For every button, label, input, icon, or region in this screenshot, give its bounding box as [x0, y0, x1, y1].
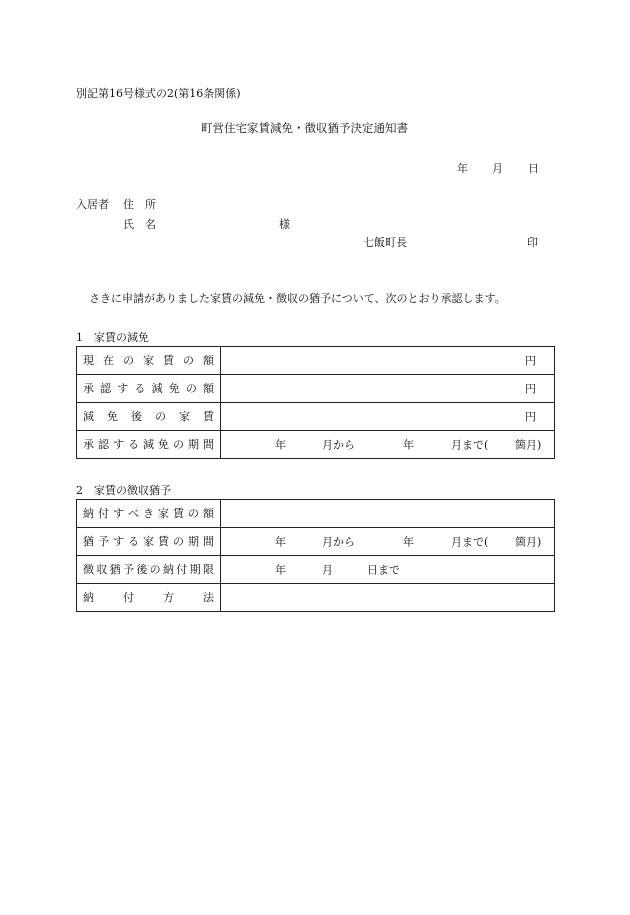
- period-year-from: 年: [275, 535, 286, 548]
- table-row: [77, 556, 555, 584]
- body-text: さきに申請がありました家賃の減免・徴収の猶予について、次のとおり承認します。: [89, 292, 506, 305]
- period-month-from: 月から: [322, 438, 355, 451]
- current-rent-label: [77, 347, 221, 375]
- label-chars: 納 付 方 法: [83, 591, 214, 604]
- deadline-day: 日まで: [367, 563, 400, 576]
- label-chars: 徴 収 猶 予 後 の 納 付 期 限: [83, 563, 214, 576]
- document-title: 町営住宅家賃減免・徴収猶予決定通知書: [201, 121, 408, 135]
- payment-deadline-field[interactable]: [221, 556, 555, 584]
- table-row: [77, 403, 555, 431]
- period-months: 箇月): [515, 438, 542, 451]
- period-month-from: 月から: [322, 535, 355, 548]
- deferral-period-label: [77, 528, 221, 556]
- period-months: 箇月): [515, 535, 542, 548]
- section2-heading: 2 家賃の徴収猶予: [76, 484, 171, 497]
- rent-payable-field[interactable]: [221, 500, 555, 528]
- deferral-period-field[interactable]: [221, 528, 555, 556]
- table-row: [77, 528, 555, 556]
- reduction-period-label: [77, 431, 221, 459]
- honorific: 様: [279, 218, 290, 231]
- table-row: [77, 431, 555, 459]
- current-rent-field[interactable]: [221, 347, 555, 375]
- table-row: [77, 375, 555, 403]
- reduction-period-field[interactable]: [221, 431, 555, 459]
- rent-payable-label: [77, 500, 221, 528]
- section1-heading: 1 家賃の減免: [76, 331, 149, 344]
- date-month-label: 月: [492, 162, 503, 175]
- period-month-to: 月まで(: [451, 535, 489, 548]
- rent-after-reduction-label: [77, 403, 221, 431]
- table-row: [77, 500, 555, 528]
- approved-reduction-field[interactable]: [221, 375, 555, 403]
- period-year-to: 年: [403, 535, 414, 548]
- label-chars: 納 付 す べ き 家 賃 の 額: [83, 507, 214, 520]
- yen-unit: 円: [525, 382, 536, 395]
- name-label: 氏 名: [123, 218, 156, 231]
- date-day-label: 日: [528, 162, 539, 175]
- rent-deferral-table: [76, 499, 555, 612]
- rent-after-reduction-field[interactable]: [221, 403, 555, 431]
- rent-reduction-table: [76, 346, 555, 459]
- period-year-to: 年: [403, 438, 414, 451]
- payment-method-label: [77, 584, 221, 612]
- label-chars: 承 認 す る 減 免 の 期 間: [83, 438, 214, 451]
- period-year-from: 年: [275, 438, 286, 451]
- seal-mark: 印: [527, 236, 538, 249]
- date-year-label: 年: [457, 162, 468, 175]
- table-row: [77, 347, 555, 375]
- label-chars: 猶 予 す る 家 賃 の 期 間: [83, 535, 214, 548]
- label-chars: 減 免 後 の 家 賃: [83, 410, 214, 423]
- payment-deadline-label: [77, 556, 221, 584]
- tenant-label: 入居者: [76, 198, 109, 211]
- yen-unit: 円: [525, 410, 536, 423]
- yen-unit: 円: [525, 354, 536, 367]
- deadline-year: 年: [275, 563, 286, 576]
- label-chars: 承 認 す る 減 免 の 額: [83, 382, 214, 395]
- table-row: [77, 584, 555, 612]
- label-chars: 現 在 の 家 賃 の 額: [83, 354, 214, 367]
- deadline-month: 月: [322, 563, 333, 576]
- issuer-title: 七飯町長: [363, 236, 407, 249]
- payment-method-field[interactable]: [221, 584, 555, 612]
- form-number: 別記第16号様式の2(第16条関係): [76, 87, 241, 100]
- period-month-to: 月まで(: [451, 438, 489, 451]
- address-label: 住 所: [123, 198, 156, 211]
- approved-reduction-label: [77, 375, 221, 403]
